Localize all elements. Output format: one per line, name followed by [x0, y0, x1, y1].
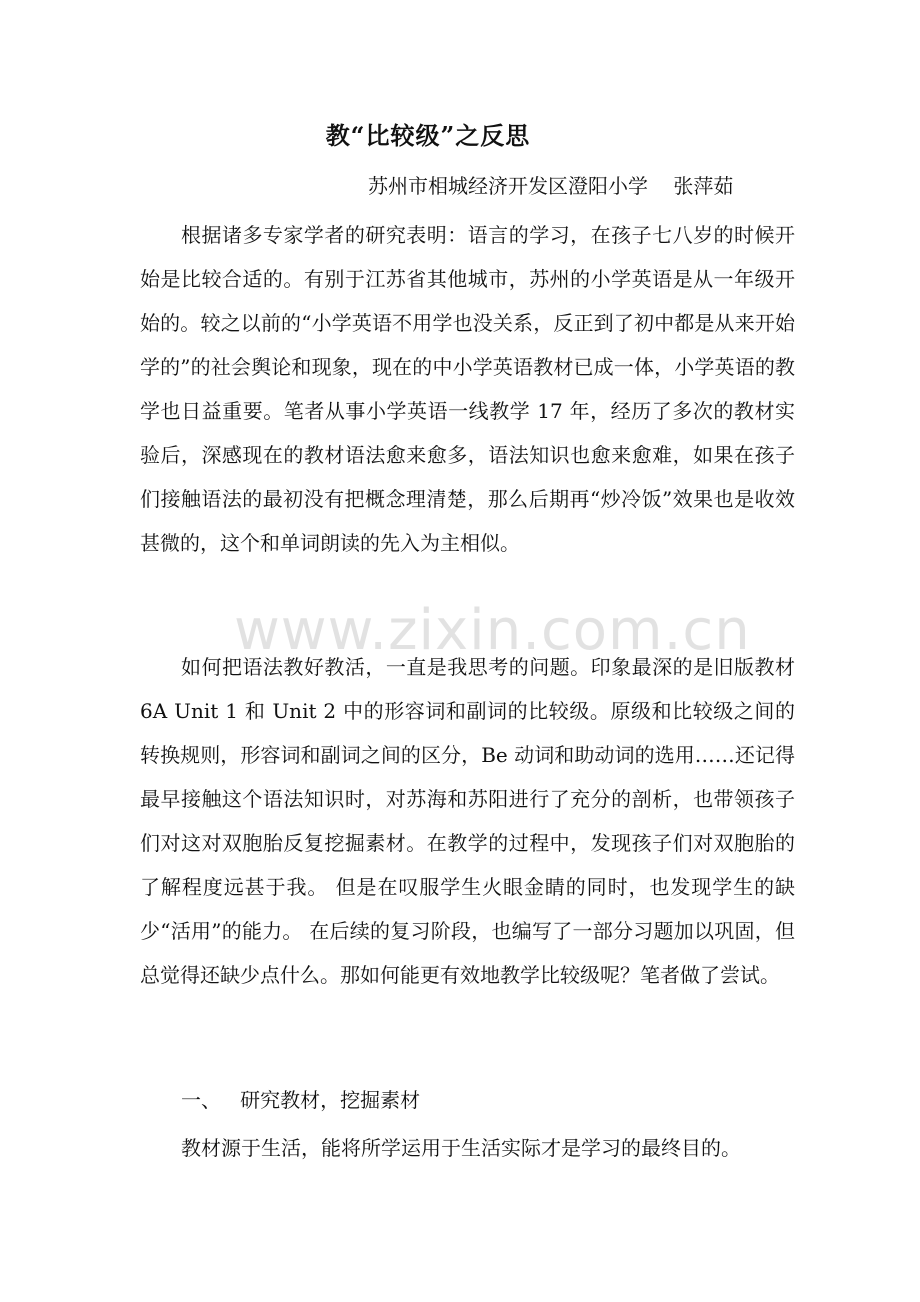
paragraph-1-container — [140, 213, 795, 565]
paragraph-3-container — [140, 1126, 795, 1170]
paragraph-1: 根据诸多专家学者的研究表明：语言的学习，在孩子七八岁的时候开始是比较合适的。有别于江苏省其他城市，苏州的小学英语是从一年级开始的。较之以前的“小学英语不用学也没关系，反正到了初中都是从来开始学的”的社会舆论和现象，现在的中小学英语教材已成一体，小学英语的教学也日益重要。笔者从事小学英语一线教学 17 年，经历了多次的教材实验后，深感现在的教材语法愈来愈多，语法知识也愈来愈难，如果在孩子们接触语法的最初没有把概念理清楚，那么后期再“炒冷饭”效果也是收效甚微的，这个和单词朗读的先入为主相似。 — [140, 223, 795, 555]
paragraph-2: 如何把语法教好教活，一直是我思考的问题。印象最深的是旧版教材 6A Unit 1 和 Unit 2 中的形容词和副词的比较级。原级和比较级之间的转换规则，形容词和副词之间的区分，Be 动词和助动词的选用……还记得最早接触这个语法知识时，对苏海和苏阳进行了充分的剖析，也带领孩子们对这对双胞胎反复挖掘素材。在教学的过程中，发现孩子们对双胞胎的了解程度远甚于我。 但是在叹服学生火眼金睛的同时，也发现学生的缺少“活用”的能力。 在后续的复习阶段，也编写了一部分习题加以巩固，但总觉得还缺少点什么。那如何能更有效地教学比较级呢？笔者做了尝试。 — [140, 655, 795, 987]
paragraph-3: 教材源于生活，能将所学运用于生活实际才是学习的最终目的。 — [181, 1136, 741, 1160]
document-title: 教“比较级”之反思 — [325, 121, 531, 150]
watermark: www.zixin.com.cn — [234, 598, 751, 663]
author-line: 苏州市相城经济开发区澄阳小学 张萍茹 — [368, 174, 734, 198]
section-heading: 一、 研究教材，挖掘素材 — [181, 1088, 421, 1112]
paragraph-2-container — [140, 645, 795, 997]
